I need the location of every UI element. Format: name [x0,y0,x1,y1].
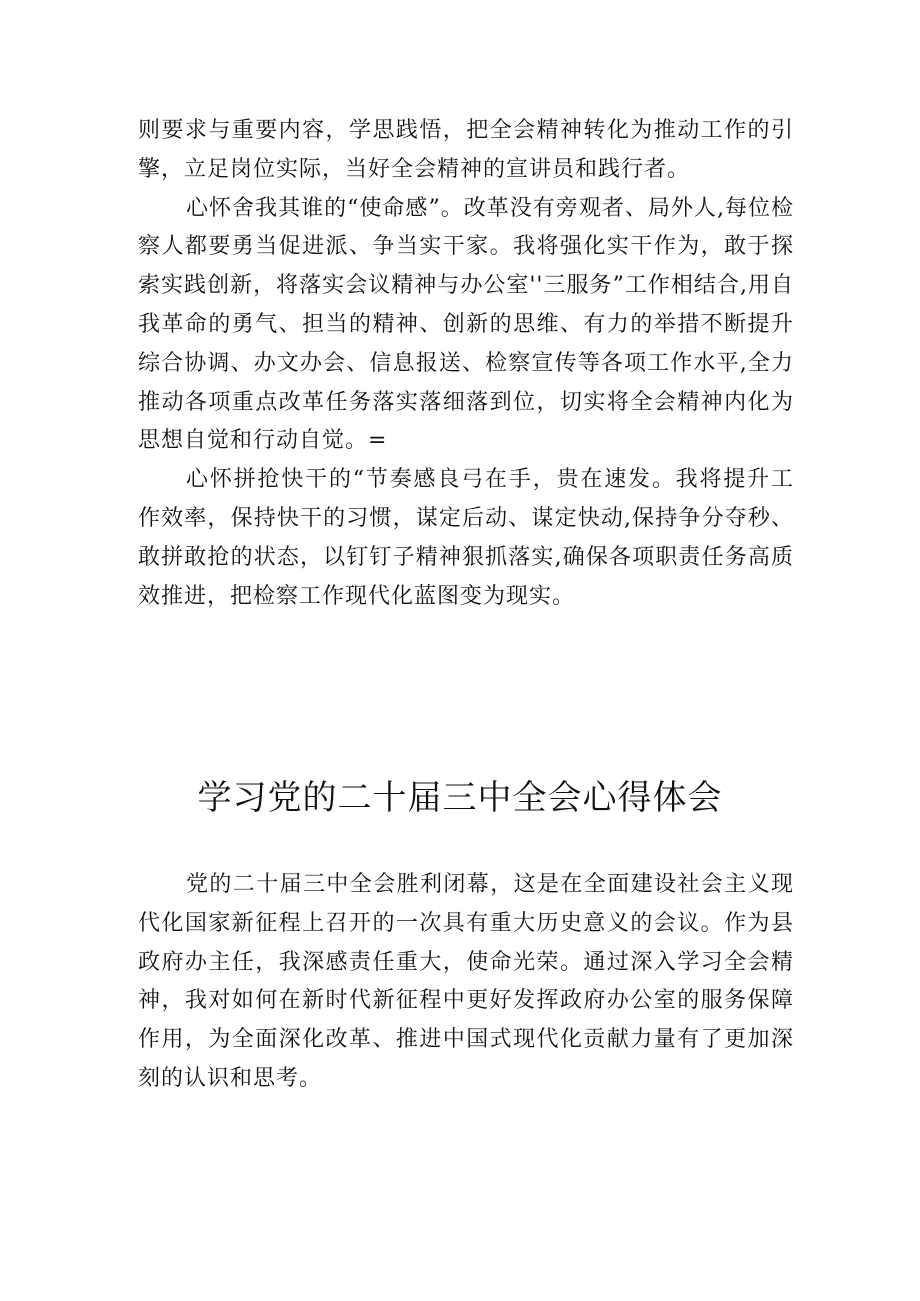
body-text-top [138,112,794,616]
paragraph-continuation: 则要求与重要内容，学思践悟，把全会精神转化为推动工作的引擎，立足岗位实际，当好全会精神的宣讲员和践行者。 [138,118,794,182]
paragraph-intro: 党的二十届三中全会胜利闭幕，这是在全面建设社会主义现代化国家新征程上召开的一次具有重大历史意义的会议。作为县政府办主任，我深感责任重大，使命光荣。通过深入学习全会精神，我对如何在新时代新征程中更好发挥政府办公室的服务保障作用，为全面深化改革、推进中国式现代化贡献力量有了更加深刻的认识和思考。 [138,872,794,1091]
body-text-bottom [138,866,794,1099]
paragraph-mission: 心怀舍我其谁的“使命感”。改革没有旁观者、局外人,每位检察人都要勇当促进派、争当实干家。我将强化实干作为，敢于探索实践创新，将落实会议精神与办公室''三服务”工作相结合,用自我革命的勇气、担当的精神、创新的思维、有力的举措不断提升综合协调、办文办会、信息报送、检察宣传等各项工作水平,全力推动各项重点改革任务落实落细落到位，切实将全会精神内化为思想自觉和行动自觉。= [138,195,794,454]
article-title: 学习党的二十届三中全会心得体会 [197,778,723,818]
paragraph-rhythm: 心怀拼抢快干的“节奏感良弓在手，贵在速发。我将提升工作效率，保持快干的习惯，谋定后动、谋定快动,保持争分夺秒、敢拼敢抢的状态，以钉钉子精神狠抓落实,确保各项职责任务高质效推进，把检察工作现代化蓝图变为现实。 [138,467,794,609]
